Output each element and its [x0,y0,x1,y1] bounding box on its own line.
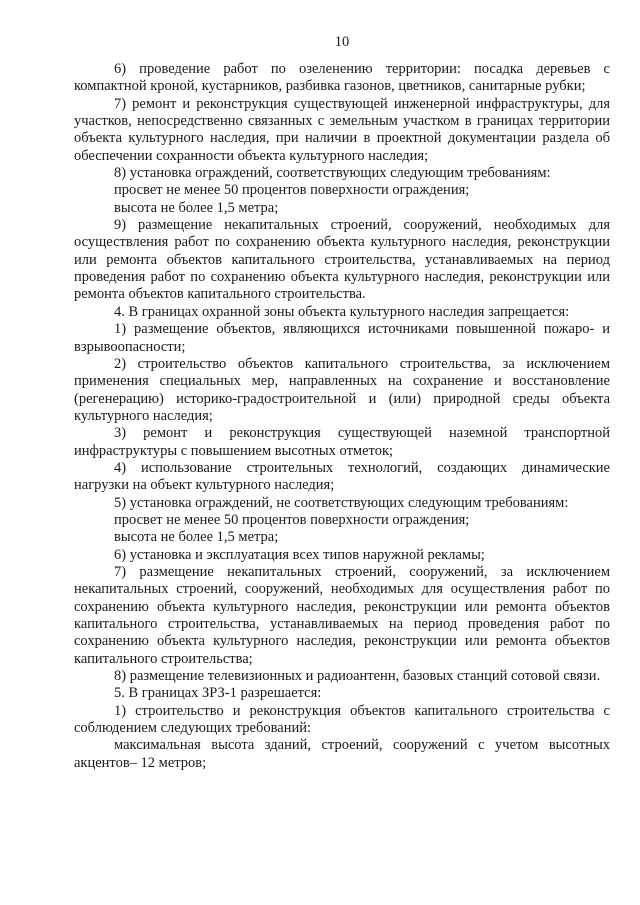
section-heading-4-protection-zone: 4. В границах охранной зоны объекта культурного наследия запрещается: [114,303,570,320]
paragraph-prohibited-5: 5) установка ограждений, не соответствующих следующим требованиям: [114,494,569,511]
paragraph-prohibited-fence-height: высота не более 1,5 метра; [114,529,279,546]
paragraph-item-9-temporary-structures: 9) размещение некапитальных строений, сооружений, необходимых для осуществления работ по сохранению объекта культурного наследия, реконструкции или ремонта объектов капитального строительства, устанавливаемых на период проведения работ по сохранению объекта культурного наследия, реконструкции или ремонта объектов капитального строительства. [74,217,610,303]
page-number: 10 [334,34,350,50]
paragraph-prohibited-7: 7) размещение некапитальных строений, сооружений, за исключением некапитальных строений, сооружений, необходимых для осуществления работ по сохранению объекта культурного наследия, реконструкции или ремонта объектов капитального строительства, устанавливаемых на период проведения работ по сохранению объекта культурного наследия, реконструкции или ремонта объектов капитального строительства; [74,563,610,667]
section-heading-5-zrz-1: 5. В границах ЗРЗ-1 разрешается: [114,685,322,702]
paragraph-prohibited-8: 8) размещение телевизионных и радиоантенн, базовых станций сотовой связи. [114,668,601,685]
paragraph-prohibited-6: 6) установка и эксплуатация всех типов наружной рекламы; [114,546,485,563]
paragraph-max-height: максимальная высота зданий, строений, сооружений с учетом высотных акцентов– 12 метров; [74,737,610,771]
paragraph-prohibited-1: 1) размещение объектов, являющихся источниками повышенной пожаро- и взрывоопасности; [74,321,610,355]
paragraph-prohibited-2: 2) строительство объектов капитального строительства, за исключением применения специальных мер, направленных на сохранение и восстановление (регенерацию) историко-градостроительной и (или) природной среды объекта культурного наследия; [74,355,610,424]
paragraph-prohibited-4: 4) использование строительных технологий, создающих динамические нагрузки на объект культурного наследия; [74,459,610,494]
paragraph-item-6-greening: 6) проведение работ по озеленению территории: посадка деревьев с компактной кроной, кустарников, разбивка газонов, цветников, санитарные рубки; [74,61,610,95]
paragraph-fence-height: высота не более 1,5 метра; [114,199,279,216]
paragraph-prohibited-fence-clearance: просвет не менее 50 процентов поверхности ограждения; [114,511,470,528]
paragraph-allowed-1: 1) строительство и реконструкция объектов капитального строительства с соблюдением следующих требований: [74,702,610,737]
paragraph-prohibited-3: 3) ремонт и реконструкция существующей наземной транспортной инфраструктуры с повышением высотных отметок; [74,425,610,459]
paragraph-item-7-infrastructure: 7) ремонт и реконструкция существующей инженерной инфраструктуры, для участков, непосредственно связанных с земельным участком в границах территории объекта культурного наследия, при наличии в проектной документации раздела об обеспечении сохранности объекта культурного наследия; [74,95,610,164]
paragraph-item-8-fences: 8) установка ограждений, соответствующих следующим требованиям: [114,165,551,182]
paragraph-fence-clearance: просвет не менее 50 процентов поверхности ограждения; [114,182,470,199]
